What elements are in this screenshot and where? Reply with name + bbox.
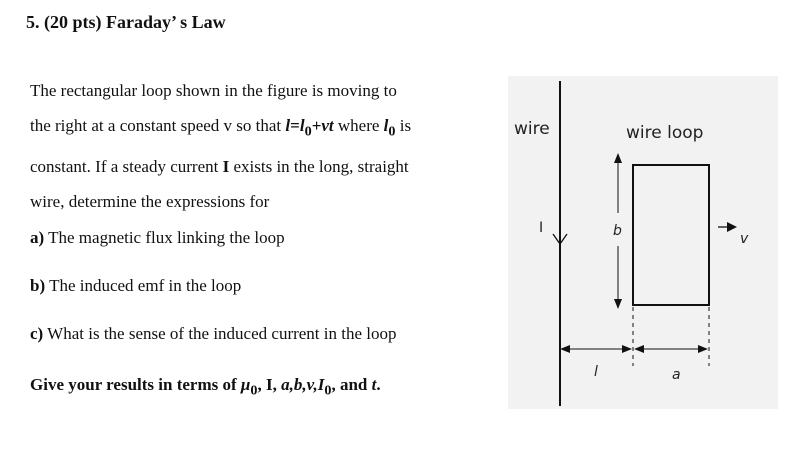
answer-instruction: Give your results in terms of $\mu_0$, I, $a,b,v,I_0$, and t. [30, 375, 381, 399]
statement-line-4: wire, determine the expressions for [30, 192, 270, 212]
statement-line-2: the right at a constant speed v so that $l=l_0+vt$ where $l_0$ is [30, 116, 412, 140]
velocity-arrow [718, 222, 737, 232]
current-label: I [539, 220, 544, 236]
v-label: v [740, 231, 749, 247]
wire-loop [633, 165, 709, 305]
problem-statement [30, 73, 485, 219]
l-dimension-arrow [560, 345, 632, 353]
question-c: c) What is the sense of the induced current in the loop [30, 324, 397, 343]
statement-line-3: constant. If a steady current I exists in the long, straight [30, 157, 409, 177]
statement-line-1: The rectangular loop shown in the figure is moving to [30, 81, 397, 100]
problem-title: 5. (20 pts) Faraday’ s Law [26, 12, 226, 32]
a-dimension-arrow [634, 345, 708, 353]
b-label: b [613, 223, 622, 239]
loop-label: wire loop [626, 123, 704, 143]
wire-label: wire [514, 119, 550, 139]
question-a: a) The magnetic flux linking the loop [30, 228, 285, 247]
figure-svg [508, 76, 778, 409]
a-label: a [672, 367, 681, 383]
l-label: l [594, 364, 598, 380]
question-b: b) The induced emf in the loop [30, 276, 242, 295]
wire-loop-figure [508, 76, 778, 409]
